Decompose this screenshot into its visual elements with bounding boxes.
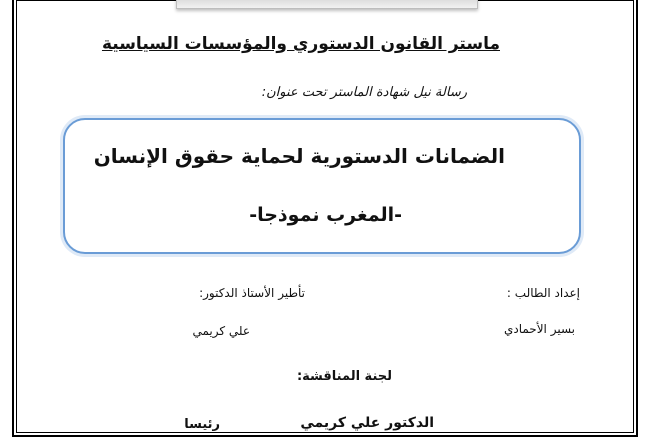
committee-member-role: رئيسا — [184, 417, 220, 432]
thesis-main-title: الضمانات الدستورية لحماية حقوق الإنسان — [93, 144, 505, 168]
prepared-by-label: إعداد الطالب : — [506, 286, 580, 300]
master-program-title: ماستر القانون الدستوري والمؤسسات السياسية — [101, 34, 500, 54]
supervisor-label: تأطير الأستاذ الدكتور: — [199, 286, 305, 300]
committee-member-name: الدكتور علي كريمي — [300, 415, 434, 431]
thesis-subtitle: -المغرب نموذجا- — [249, 204, 402, 226]
thesis-title-box — [63, 118, 581, 254]
supervisor-name: علي كريمي — [192, 324, 250, 338]
committee-label: لجنة المناقشة: — [296, 369, 392, 384]
student-name: بسير الأحمادي — [503, 322, 575, 336]
thesis-intro-line: رسالة نيل شهادة الماستر تحت عنوان: — [261, 85, 467, 100]
university-logo — [176, 0, 478, 9]
